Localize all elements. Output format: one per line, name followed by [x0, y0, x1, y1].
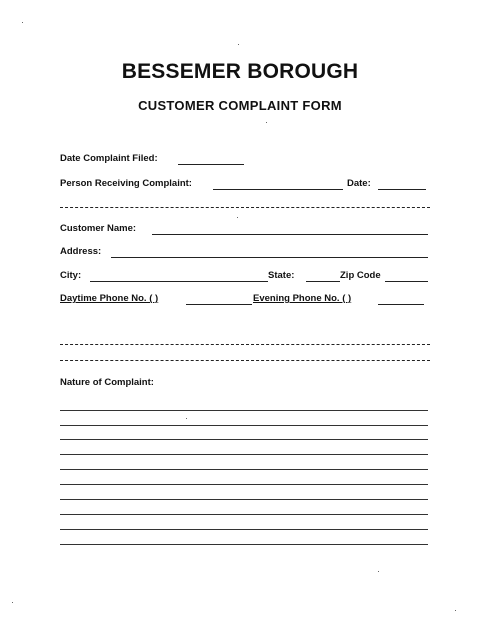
- state-label: State:: [268, 270, 295, 281]
- section-divider: [60, 360, 430, 361]
- scan-speck: [22, 22, 23, 23]
- scan-speck: [12, 602, 13, 603]
- complaint-writing-line[interactable]: [60, 439, 428, 440]
- evening-phone-field[interactable]: [378, 304, 424, 305]
- customer-name-label: Customer Name:: [60, 223, 137, 234]
- zip-code-label: Zip Code: [340, 270, 381, 281]
- date-filed-field[interactable]: [178, 164, 244, 165]
- scan-speck: [186, 418, 187, 419]
- page-title: BESSEMER BOROUGH: [121, 60, 359, 83]
- complaint-writing-line[interactable]: [60, 514, 428, 515]
- address-field[interactable]: [111, 257, 428, 258]
- nature-of-complaint-label: Nature of Complaint:: [60, 377, 154, 388]
- complaint-writing-line[interactable]: [60, 469, 428, 470]
- form-subtitle: CUSTOMER COMPLAINT FORM: [138, 98, 342, 113]
- section-divider: [60, 207, 430, 208]
- customer-name-field[interactable]: [152, 234, 428, 235]
- scan-speck: [237, 217, 238, 218]
- state-field[interactable]: [306, 281, 340, 282]
- section-divider: [60, 344, 430, 345]
- city-label: City:: [60, 270, 82, 281]
- daytime-phone-field[interactable]: [186, 304, 252, 305]
- date-filed-label: Date Complaint Filed:: [60, 153, 158, 164]
- complaint-writing-line[interactable]: [60, 410, 428, 411]
- scan-speck: [266, 122, 267, 123]
- complaint-writing-line[interactable]: [60, 454, 428, 455]
- scan-speck: [455, 610, 456, 611]
- date-label: Date:: [347, 178, 371, 189]
- date-field[interactable]: [378, 189, 426, 190]
- complaint-writing-line[interactable]: [60, 499, 428, 500]
- person-receiving-field[interactable]: [213, 189, 343, 190]
- complaint-writing-line[interactable]: [60, 544, 428, 545]
- person-receiving-label: Person Receiving Complaint:: [60, 178, 192, 189]
- city-field[interactable]: [90, 281, 268, 282]
- complaint-writing-line[interactable]: [60, 484, 428, 485]
- zip-code-field[interactable]: [385, 281, 428, 282]
- daytime-phone-label: Daytime Phone No. ( ): [60, 293, 159, 304]
- evening-phone-label: Evening Phone No. ( ): [253, 293, 352, 304]
- complaint-writing-line[interactable]: [60, 425, 428, 426]
- scan-speck: [238, 44, 239, 45]
- address-label: Address:: [60, 246, 102, 257]
- complaint-writing-line[interactable]: [60, 529, 428, 530]
- scan-speck: [378, 571, 379, 572]
